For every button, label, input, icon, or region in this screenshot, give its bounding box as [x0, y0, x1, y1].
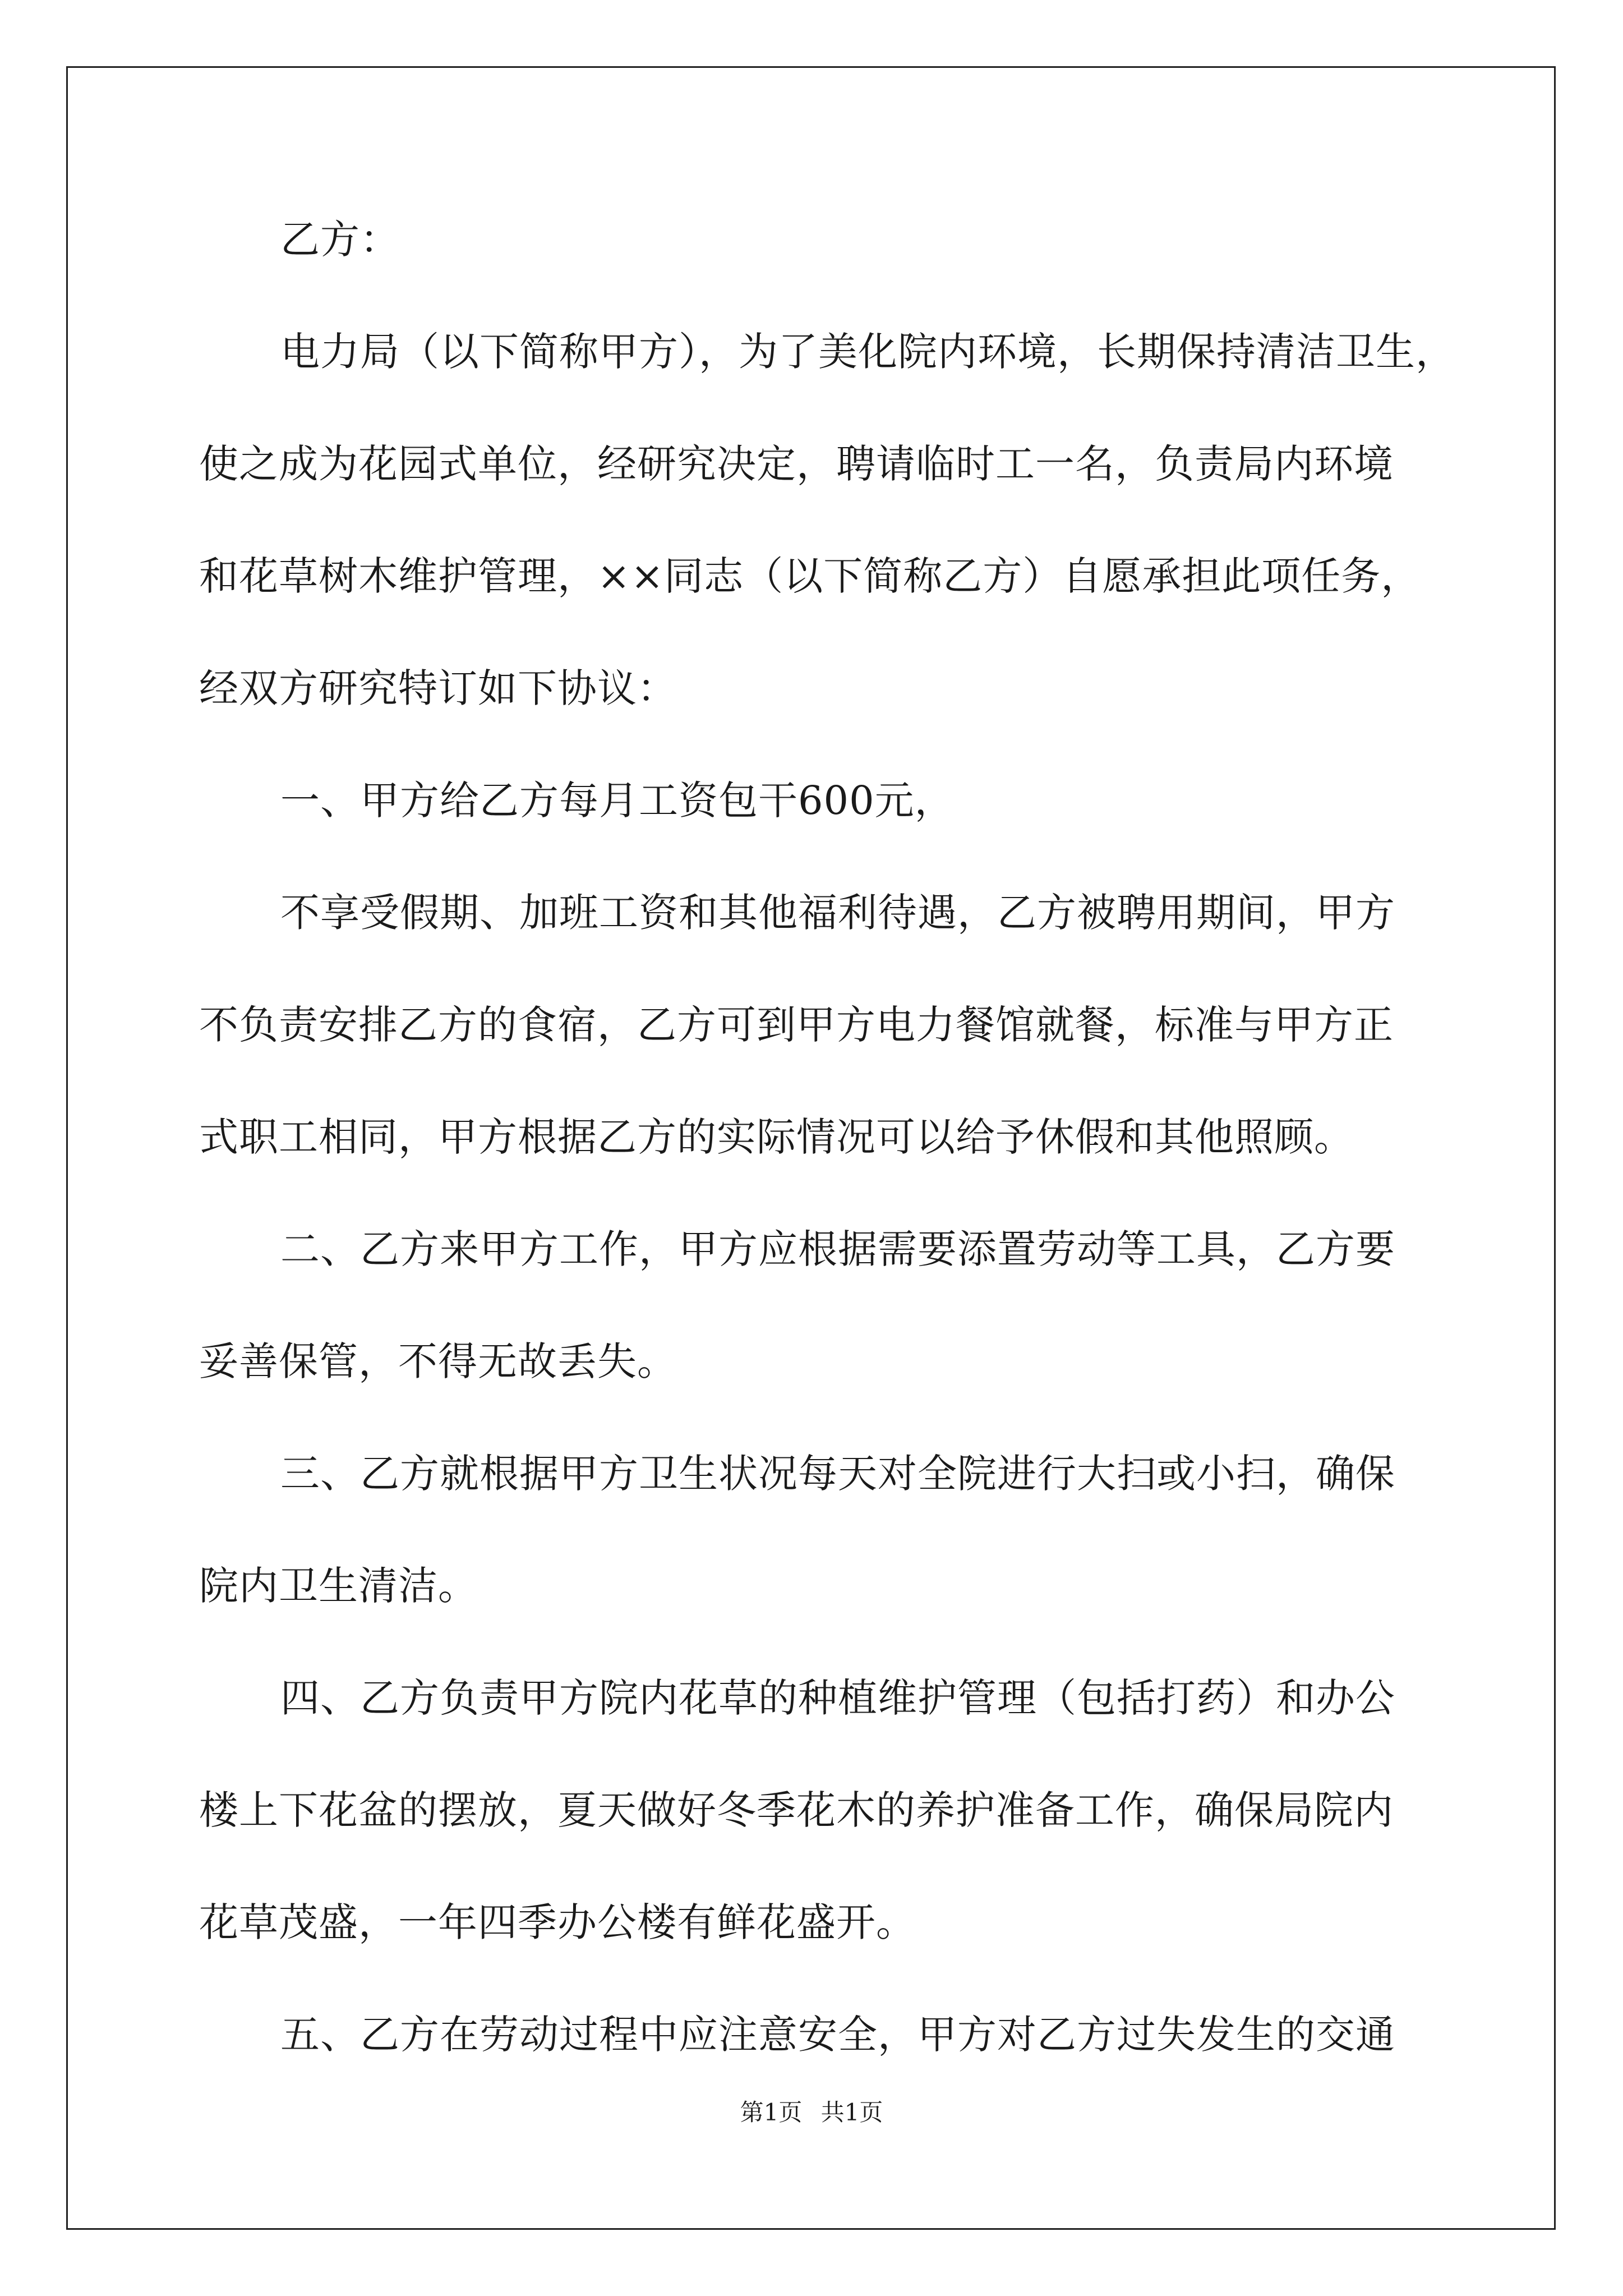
paragraph-intro-line-1: 电力局（以下简称甲方），为了美化院内环境，长期保持清洁卫生， [280, 329, 1455, 375]
page-footer: 第1页 共1页 [740, 2099, 883, 2126]
clause-2-line-1: 二、乙方来甲方工作，甲方应根据需要添置劳动等工具，乙方要 [280, 1226, 1395, 1272]
clause-5-line-1: 五、乙方在劳动过程中应注意安全，甲方对乙方过失发生的交通 [280, 2012, 1395, 2058]
party-b-label: 乙方： [280, 217, 400, 263]
clause-2-line-2: 妥善保管，不得无故丢失。 [199, 1338, 677, 1384]
clause-3-line-2: 院内卫生清洁。 [199, 1563, 478, 1609]
clause-4-line-1: 四、乙方负责甲方院内花草的种植维护管理（包括打药）和办公 [280, 1675, 1395, 1721]
paragraph-intro-line-4: 经双方研究特订如下协议： [199, 665, 677, 711]
clause-1-title: 一、甲方给乙方每月工资包干600元， [280, 777, 955, 823]
clause-4-line-2: 楼上下花盆的摆放，夏天做好冬季花木的养护准备工作，确保局院内 [199, 1787, 1394, 1833]
paragraph-intro-line-2: 使之成为花园式单位，经研究决定，聘请临时工一名，负责局内环境 [199, 441, 1394, 487]
clause-1-line-1: 不享受假期、加班工资和其他福利待遇，乙方被聘用期间，甲方 [280, 890, 1395, 936]
clause-1-line-2: 不负责安排乙方的食宿，乙方可到甲方电力餐馆就餐，标准与甲方正 [199, 1002, 1394, 1048]
clause-4-line-3: 花草茂盛，一年四季办公楼有鲜花盛开。 [199, 1899, 916, 1945]
clause-3-line-1: 三、乙方就根据甲方卫生状况每天对全院进行大扫或小扫，确保 [280, 1451, 1395, 1497]
clause-1-line-3: 式职工相同，甲方根据乙方的实际情况可以给予休假和其他照顾。 [199, 1114, 1354, 1160]
paragraph-intro-line-3: 和花草树木维护管理，××同志（以下简称乙方）自愿承担此项任务， [199, 553, 1421, 599]
